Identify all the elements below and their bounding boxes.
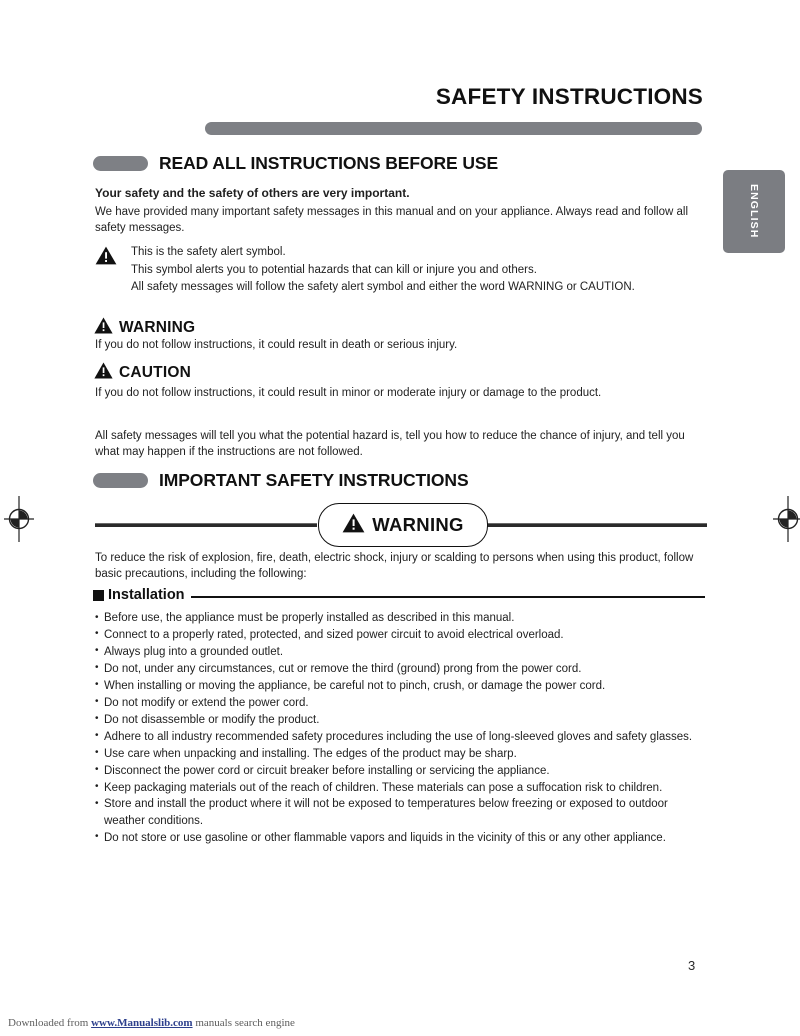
language-tab-english (723, 170, 785, 253)
subsection-rule (191, 596, 705, 598)
list-item: • Use care when unpacking and installing. The edges of the product may be sharp. (95, 746, 710, 762)
list-item: • Adhere to all industry recommended safety procedures including the use of long-sleeved gloves and safety glasses. (95, 729, 710, 745)
section-heading-label: IMPORTANT SAFETY INSTRUCTIONS (159, 470, 469, 490)
list-item: • When installing or moving the appliance, be careful not to pinch, crush, or damage the power cord. (95, 678, 710, 694)
footer-suffix: manuals search engine (192, 1017, 295, 1029)
section-heading-label: READ ALL INSTRUCTIONS BEFORE USE (159, 153, 499, 173)
page-title: SAFETY INSTRUCTIONS (435, 84, 703, 109)
manualslib-link[interactable]: www.Manualslib.com (91, 1017, 193, 1029)
pill-bullet-icon (93, 473, 148, 488)
subsection-title: Installation (108, 587, 185, 603)
banner-rule-right (485, 523, 707, 527)
list-item: • Keep packaging materials out of the reach of children. These materials can pose a suffocation risk to children. (95, 780, 710, 796)
warning-banner-label: WARNING (372, 514, 464, 535)
language-tab-label: ENGLISH (748, 184, 760, 239)
safety-lead-paragraph: We have provided many important safety messages in this manual and on your appliance. Always read and follow all safety messages. (95, 206, 689, 234)
safety-alert-line: All safety messages will follow the safety alert symbol and either the word WARNING or CAUTION. (131, 281, 635, 294)
caution-level-label: CAUTION (119, 364, 192, 381)
pill-bullet-icon (93, 156, 148, 171)
page-title-row (0, 84, 703, 110)
list-item: • Disconnect the power cord or circuit breaker before installing or servicing the appliance. (95, 763, 710, 779)
section-heading-important (93, 470, 469, 491)
subsection-installation (93, 587, 705, 603)
warning-triangle-icon (94, 317, 113, 339)
list-item: • Do not, under any circumstances, cut or remove the third (ground) prong from the power cord. (95, 661, 710, 677)
list-item: • Always plug into a grounded outlet. (95, 644, 710, 660)
warning-banner (95, 503, 707, 545)
caution-level-body: If you do not follow instructions, it could result in minor or moderate injury or damage to the product. (95, 387, 602, 399)
page-number: 3 (688, 958, 696, 973)
safety-lead-bold: Your safety and the safety of others are very important. (95, 186, 410, 200)
section-heading-read-all (93, 153, 498, 174)
warning-level-body: If you do not follow instructions, it could result in death or serious injury. (95, 339, 458, 351)
banner-rule-left (95, 523, 317, 527)
safety-alert-line: This symbol alerts you to potential hazards that can kill or injure you and others. (131, 263, 537, 276)
warning-banner-oval (318, 503, 488, 547)
registration-mark-left (2, 496, 36, 542)
footer-attribution (8, 1017, 295, 1029)
safety-alert-line: This is the safety alert symbol. (131, 246, 286, 258)
list-item: • Do not modify or extend the power cord. (95, 695, 710, 711)
list-item: • Do not store or use gasoline or other flammable vapors and liquids in the vicinity of this or any other appliance. (95, 830, 710, 846)
footer-prefix: Downloaded from (8, 1017, 92, 1029)
square-bullet-icon (93, 590, 104, 601)
safety-closing-paragraph: All safety messages will tell you what the potential hazard is, tell you how to reduce the chance of injury, and tell you what may happen if the instructions are not followed. (95, 430, 685, 458)
list-item: • Do not disassemble or modify the product. (95, 712, 710, 728)
installation-bullet-list (95, 610, 710, 847)
warning-banner-intro: To reduce the risk of explosion, fire, death, electric shock, injury or scalding to persons when using this product, follow basic precautions, including the following: (95, 552, 694, 580)
title-underbar (205, 122, 702, 135)
warning-level-heading (94, 317, 195, 339)
list-item: • Store and install the product where it will not be exposed to temperatures below freezing or exposed to outdoor weather conditions. (95, 796, 710, 829)
list-item: • Before use, the appliance must be properly installed as described in this manual. (95, 610, 710, 626)
registration-mark-right (771, 496, 800, 542)
safety-alert-lines (131, 244, 700, 297)
safety-alert-symbol-block (95, 244, 700, 297)
warning-triangle-icon (342, 513, 365, 538)
caution-triangle-icon (94, 362, 113, 384)
caution-level-heading (94, 362, 191, 384)
safety-alert-triangle-icon (95, 246, 117, 270)
list-item: • Connect to a properly rated, protected, and sized power circuit to avoid electrical overload. (95, 627, 710, 643)
warning-level-label: WARNING (119, 319, 196, 336)
